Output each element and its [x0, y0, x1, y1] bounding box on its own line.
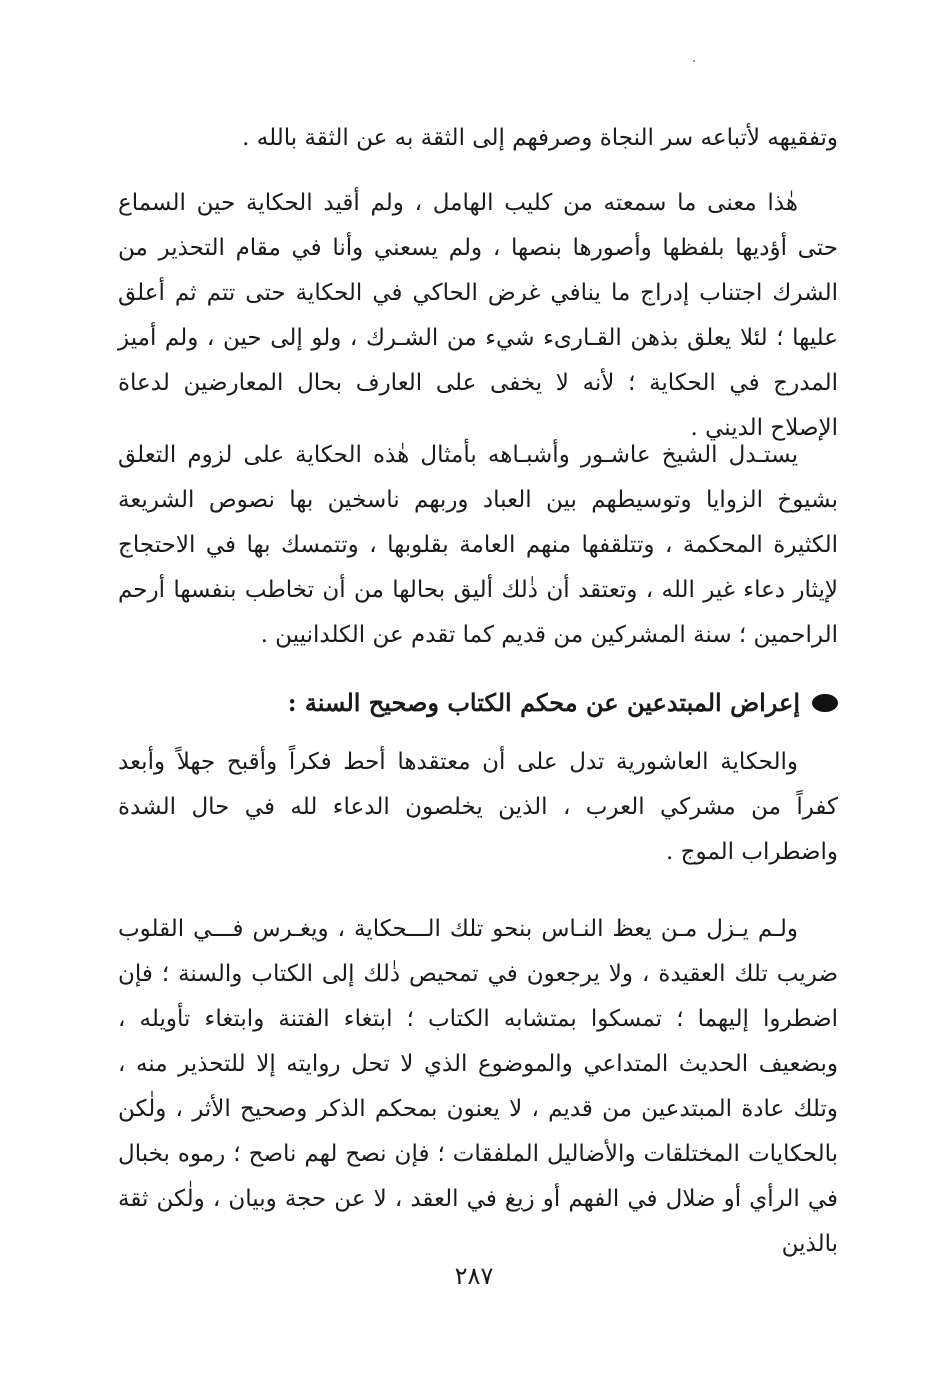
bullet-icon	[812, 694, 838, 712]
paragraph-text: يستـدل الشيخ عاشـور وأشبـاهه بأمثال هٰذه الحكاية على لزوم التعلق بشيوخ الزوايا وتوسيطهم بين العباد وربهم ناسخين بها نصوص الشريعة الكثيرة المحكمة ، وتتلقفها منهم العامة بقلوبها ، وتتمسك بها في الاحتجاج لإيثار دعاء غير الله ، وتعتقد أن ذٰلك أليق بحالها من أن تخاطب بنفسها أرحم الراحمين ؛ سنة المشركين من قديم كما تقدم عن الكلدانيين .	[118, 442, 838, 648]
paragraph-text: والحكاية العاشورية تدل على أن معتقدها أحط فكراً وأقبح جهلاً وأبعد كفراً من مشركي العرب ، الذين يخلصون الدعاء لله في حال الشدة واضطراب الموج .	[118, 749, 838, 865]
paragraph-ashuri-story	[118, 740, 838, 875]
paragraph-sheikh-argument	[118, 433, 838, 658]
scan-speck	[693, 60, 695, 62]
paragraph-text: ولـم يـزل مـن يعظ النـاس بنحو تلك الـــحكاية ، ويغـرس فـــي القلوب ضريب تلك العقيدة ، ولا يرجعون في تمحيص ذٰلك إلى الكتاب والسنة ؛ فإن اضطروا إليهما ؛ تمسكوا بمتشابه الكتاب ؛ ابتغاء الفتنة وابتغاء تأويله ، وبضعيف الحديث المتداعي والموضوع الذي لا تحل روايته إلا للتحذير منه ، وتلك عادة المبتدعين من قديم ، لا يعنون بمحكم الذكر وصحيح الأثر ، ولٰكن بالحكايات المختلقات والأضاليل الملفقات ؛ فإن نصح لهم ناصح ؛ رموه بخبال في الرأي أو ضلال في الفهم أو زيغ في العقد ، لا عن حجة وبيان ، ولٰكن ثقة بالذين	[118, 916, 838, 1257]
paragraph-continuation	[118, 116, 838, 161]
paragraph-text: هٰذا معنى ما سمعته من كليب الهامل ، ولم أقيد الحكاية حين السماع حتى أؤديها بلفظها وأصورها بنصها ، ولم يسعني وأنا في مقام التحذير من الشرك اجتناب إدراج ما ينافي غرض الحاكي في الحكاية حتى تتم ثم أعلق عليها ؛ لئلا يعلق بذهن القـارىء شيء من الشـرك ، ولو إلى حين ، ولم أميز المدرج في الحكاية ؛ لأنه لا يخفى على العارف بحال المعارضين لدعاة الإصلاح الديني .	[118, 190, 838, 441]
paragraph-story-meaning	[118, 181, 838, 451]
paragraph-innovators	[118, 907, 838, 1267]
paragraph-text: وتفقيهه لأتباعه سر النجاة وصرفهم إلى الثقة به عن الثقة بالله .	[242, 125, 838, 151]
page-number: ٢٨٧	[454, 1262, 494, 1290]
section-heading	[118, 683, 838, 723]
section-heading-text: إعراض المبتدعين عن محكم الكتاب وصحيح السنة :	[287, 688, 800, 717]
